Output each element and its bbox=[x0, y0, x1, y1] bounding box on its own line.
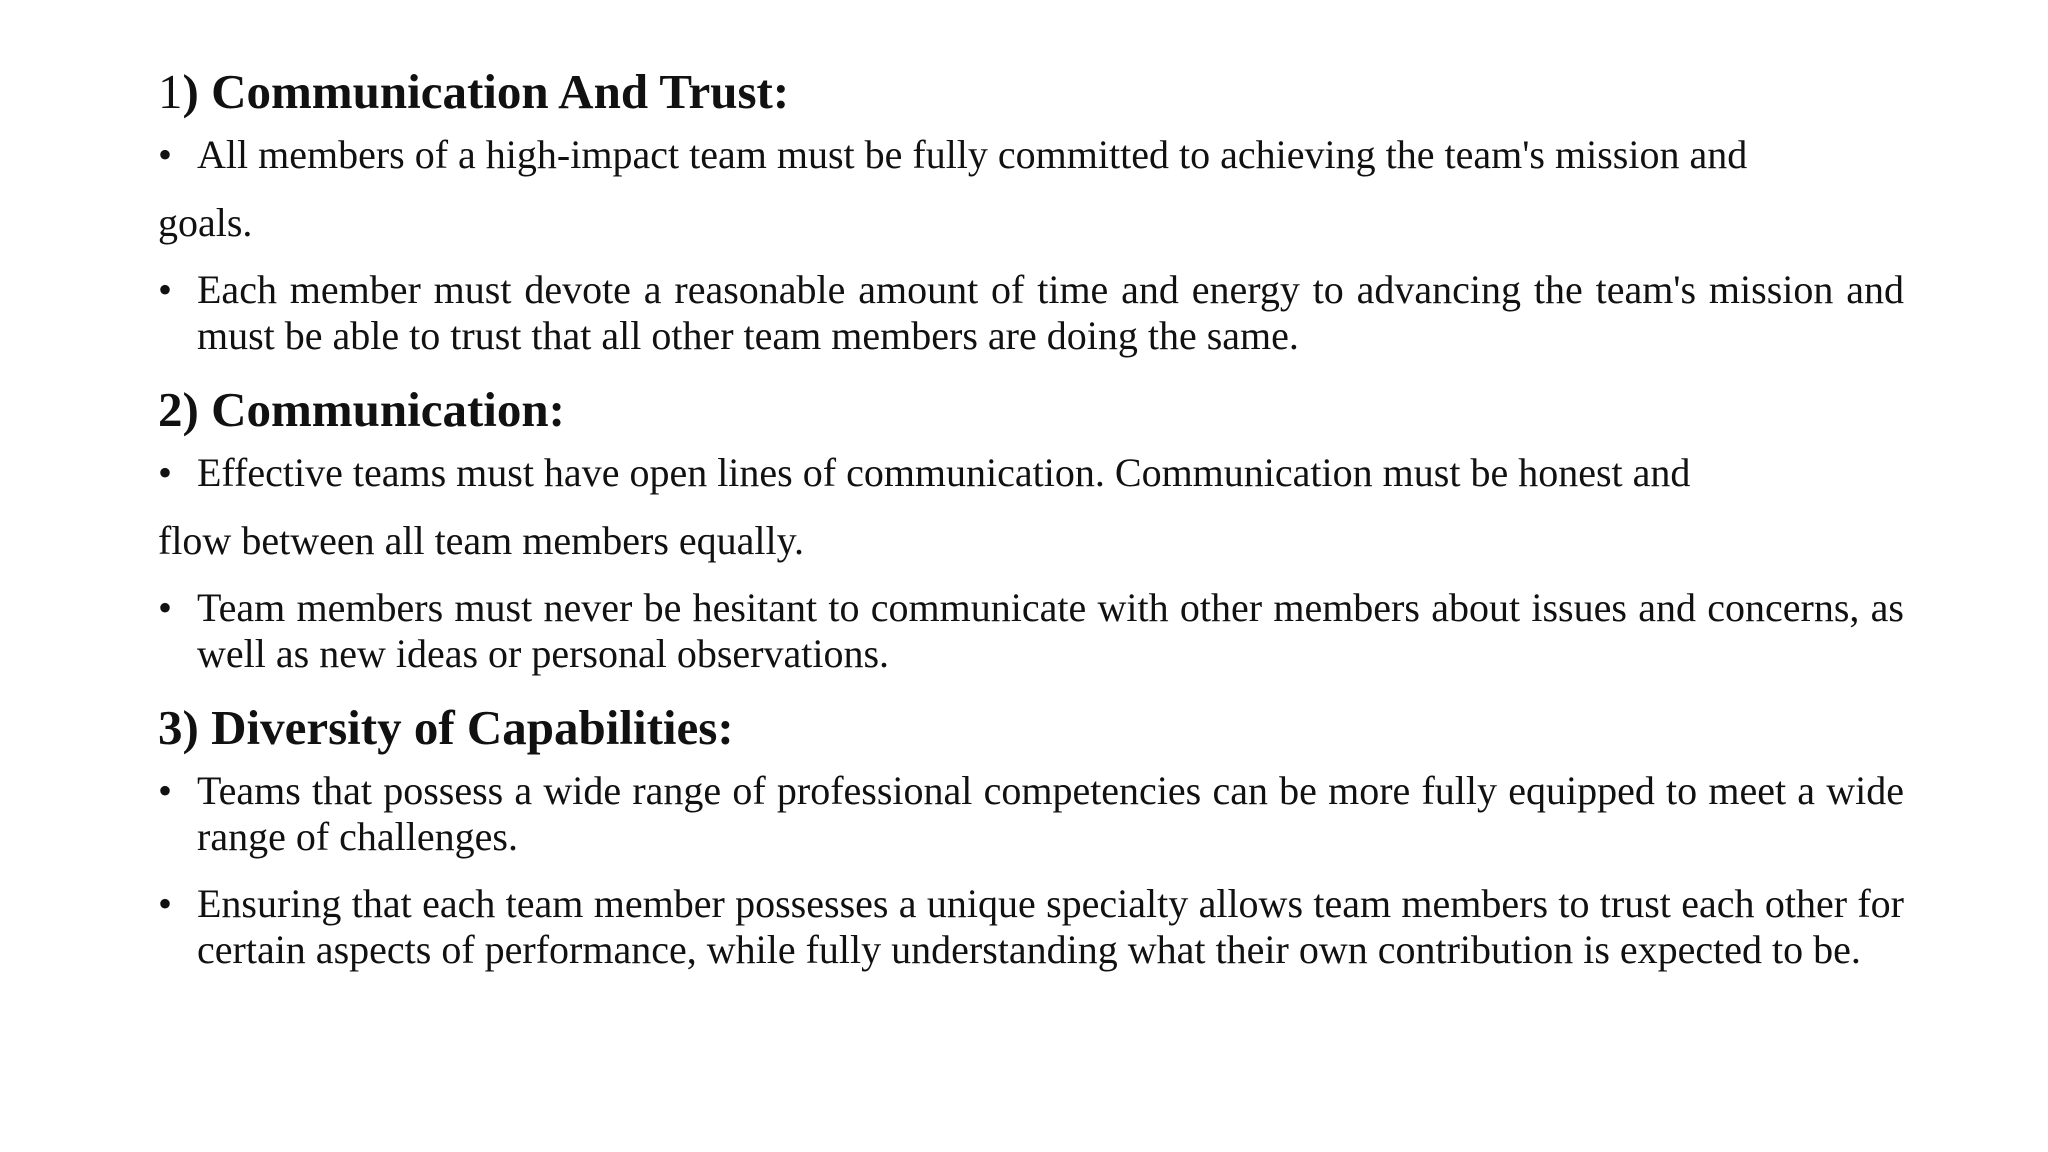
section-title: ) Communication And Trust: bbox=[182, 64, 790, 119]
bullet-dot: • bbox=[158, 450, 173, 495]
section-heading-communication bbox=[158, 380, 1904, 440]
bullet-text-continuation: flow between all team members equally. bbox=[158, 518, 805, 563]
bullet-dot: • bbox=[158, 768, 173, 813]
bullet-item bbox=[158, 132, 1904, 246]
bullet-item bbox=[158, 768, 1904, 860]
section-title: ) Diversity of Capabilities: bbox=[182, 700, 734, 755]
section-number: 1 bbox=[158, 64, 183, 119]
bullet-text-continuation: goals. bbox=[158, 200, 253, 245]
bullet-text: Teams that possess a wide range of professional competencies can be more fully equipped to meet a wide range of challenges. bbox=[197, 768, 1904, 859]
section-heading-communication-and-trust bbox=[158, 62, 1904, 122]
bullet-text: Each member must devote a reasonable amount of time and energy to advancing the team's mission and must be able to trust that all other team members are doing the same. bbox=[197, 267, 1904, 358]
bullet-item bbox=[158, 881, 1904, 973]
bullet-dot: • bbox=[158, 585, 173, 630]
bullet-text: Ensuring that each team member possesses a unique specialty allows team members to trust each other for certain aspects of performance, while fully understanding what their own contribution is expected to be. bbox=[197, 881, 1904, 972]
bullet-dot: • bbox=[158, 132, 173, 177]
section-heading-diversity-of-capabilities bbox=[158, 698, 1904, 758]
bullet-dot: • bbox=[158, 267, 173, 312]
slide-content bbox=[158, 62, 1904, 994]
section-title: ) Communication: bbox=[182, 382, 565, 437]
bullet-dot: • bbox=[158, 881, 173, 926]
section-number: 3 bbox=[158, 700, 183, 755]
bullet-item bbox=[158, 585, 1904, 677]
bullet-item bbox=[158, 450, 1904, 564]
bullet-text-first-line: All members of a high-impact team must be fully committed to achieving the team's mission and bbox=[197, 132, 1748, 177]
section-number: 2 bbox=[158, 382, 183, 437]
bullet-text: Team members must never be hesitant to communicate with other members about issues and concerns, as well as new ideas or personal observations. bbox=[197, 585, 1904, 676]
bullet-item bbox=[158, 267, 1904, 359]
bullet-text-first-line: Effective teams must have open lines of communication. Communication must be honest and bbox=[197, 450, 1691, 495]
